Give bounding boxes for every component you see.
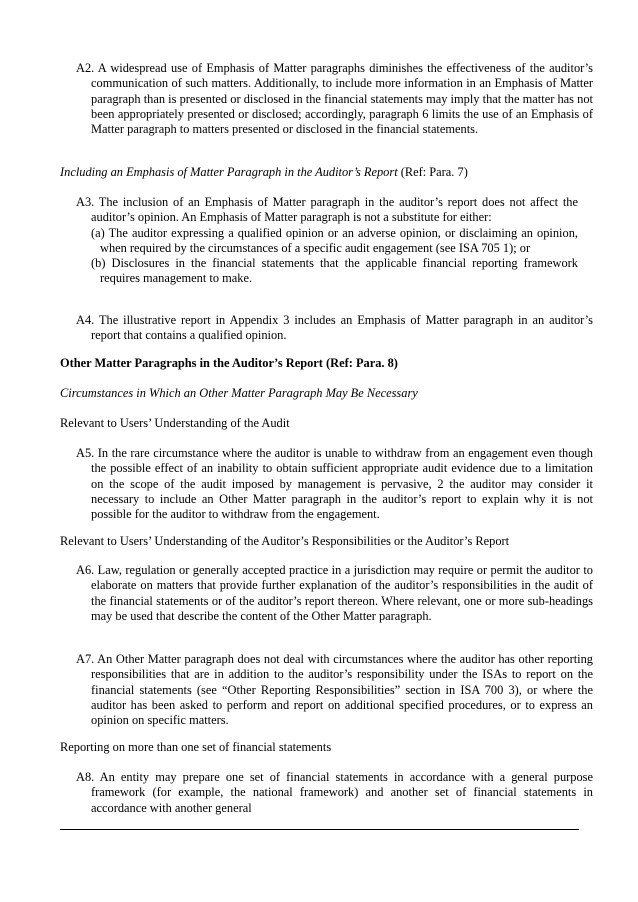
paragraph-a3-item-b: (b) Disclosures in the financial statements that the applicable financial reporting framework requires management to make. [91, 256, 578, 286]
paragraph-a8: A8. An entity may prepare one set of financial statements in accordance with a general purpose framework (for example, the national framework) and another set of financial statements in accordance with another general [76, 770, 593, 815]
subheading-relevant-audit: Relevant to Users’ Understanding of the Audit [60, 416, 290, 430]
footnote-separator-rule [60, 829, 579, 830]
heading-other-matter: Other Matter Paragraphs in the Auditor’s Report (Ref: Para. 8) [60, 356, 398, 370]
paragraph-a4: A4. The illustrative report in Appendix 3 includes an Emphasis of Matter paragraph in an auditor’s report that contains a qualified opinion. [76, 313, 593, 343]
subheading-including-emphasis [60, 165, 580, 180]
subheading-circumstances: Circumstances in Which an Other Matter Paragraph May Be Necessary [60, 386, 418, 400]
paragraph-a3-intro: A3. The inclusion of an Emphasis of Matter paragraph in the auditor’s report does not affect the auditor’s opinion. An Emphasis of Matter paragraph is not a substitute for either: [76, 195, 578, 225]
paragraph-a3-item-a: (a) The auditor expressing a qualified opinion or an adverse opinion, or disclaiming an opinion, when required by the circumstances of a specific audit engagement (see ISA 705 1); or [91, 225, 578, 255]
subheading-relevant-responsibilities: Relevant to Users’ Understanding of the Auditor’s Responsibilities or the Auditor’s Report [60, 534, 510, 548]
subheading-including-emphasis-title: Including an Emphasis of Matter Paragraph in the Auditor’s Report [60, 165, 398, 179]
paragraph-a5: A5. In the rare circumstance where the auditor is unable to withdraw from an engagement even though the possible effect of an inability to obtain sufficient appropriate audit evidence due to a limitation on the scope of the audit imposed by management is pervasive, 2 the auditor may consider it necessary to include an Other Matter paragraph in the auditor’s report to explain why it is not possible for the auditor to withdraw from the engagement. [76, 446, 593, 522]
paragraph-a2: A2. A widespread use of Emphasis of Matter paragraphs diminishes the effectiveness of the auditor’s communication of such matters. Additionally, to include more information in an Emphasis of Matter paragraph than is presented or disclosed in the financial statements may imply that the matter has not been appropriately presented or disclosed; accordingly, paragraph 6 limits the use of an Emphasis of Matter paragraph to matters presented or disclosed in the financial statements. [76, 61, 593, 137]
subheading-reporting-more: Reporting on more than one set of financial statements [60, 740, 332, 754]
paragraph-a3 [76, 195, 578, 287]
paragraph-a7: A7. An Other Matter paragraph does not deal with circumstances where the auditor has other reporting responsibilities that are in addition to the auditor’s responsibility under the ISAs to report on the financial statements (see “Other Reporting Responsibilities” section in ISA 700 3), or where the auditor has been asked to perform and report on additional specified procedures, or to express an opinion on specific matters. [76, 652, 593, 728]
paragraph-a6: A6. Law, regulation or generally accepted practice in a jurisdiction may require or permit the auditor to elaborate on matters that provide further explanation of the auditor’s responsibilities in the audit of the financial statements or of the auditor’s report thereon. Where relevant, one or more sub-headings may be used that describe the content of the Other Matter paragraph. [76, 563, 593, 623]
subheading-including-emphasis-ref: (Ref: Para. 7) [397, 165, 468, 179]
